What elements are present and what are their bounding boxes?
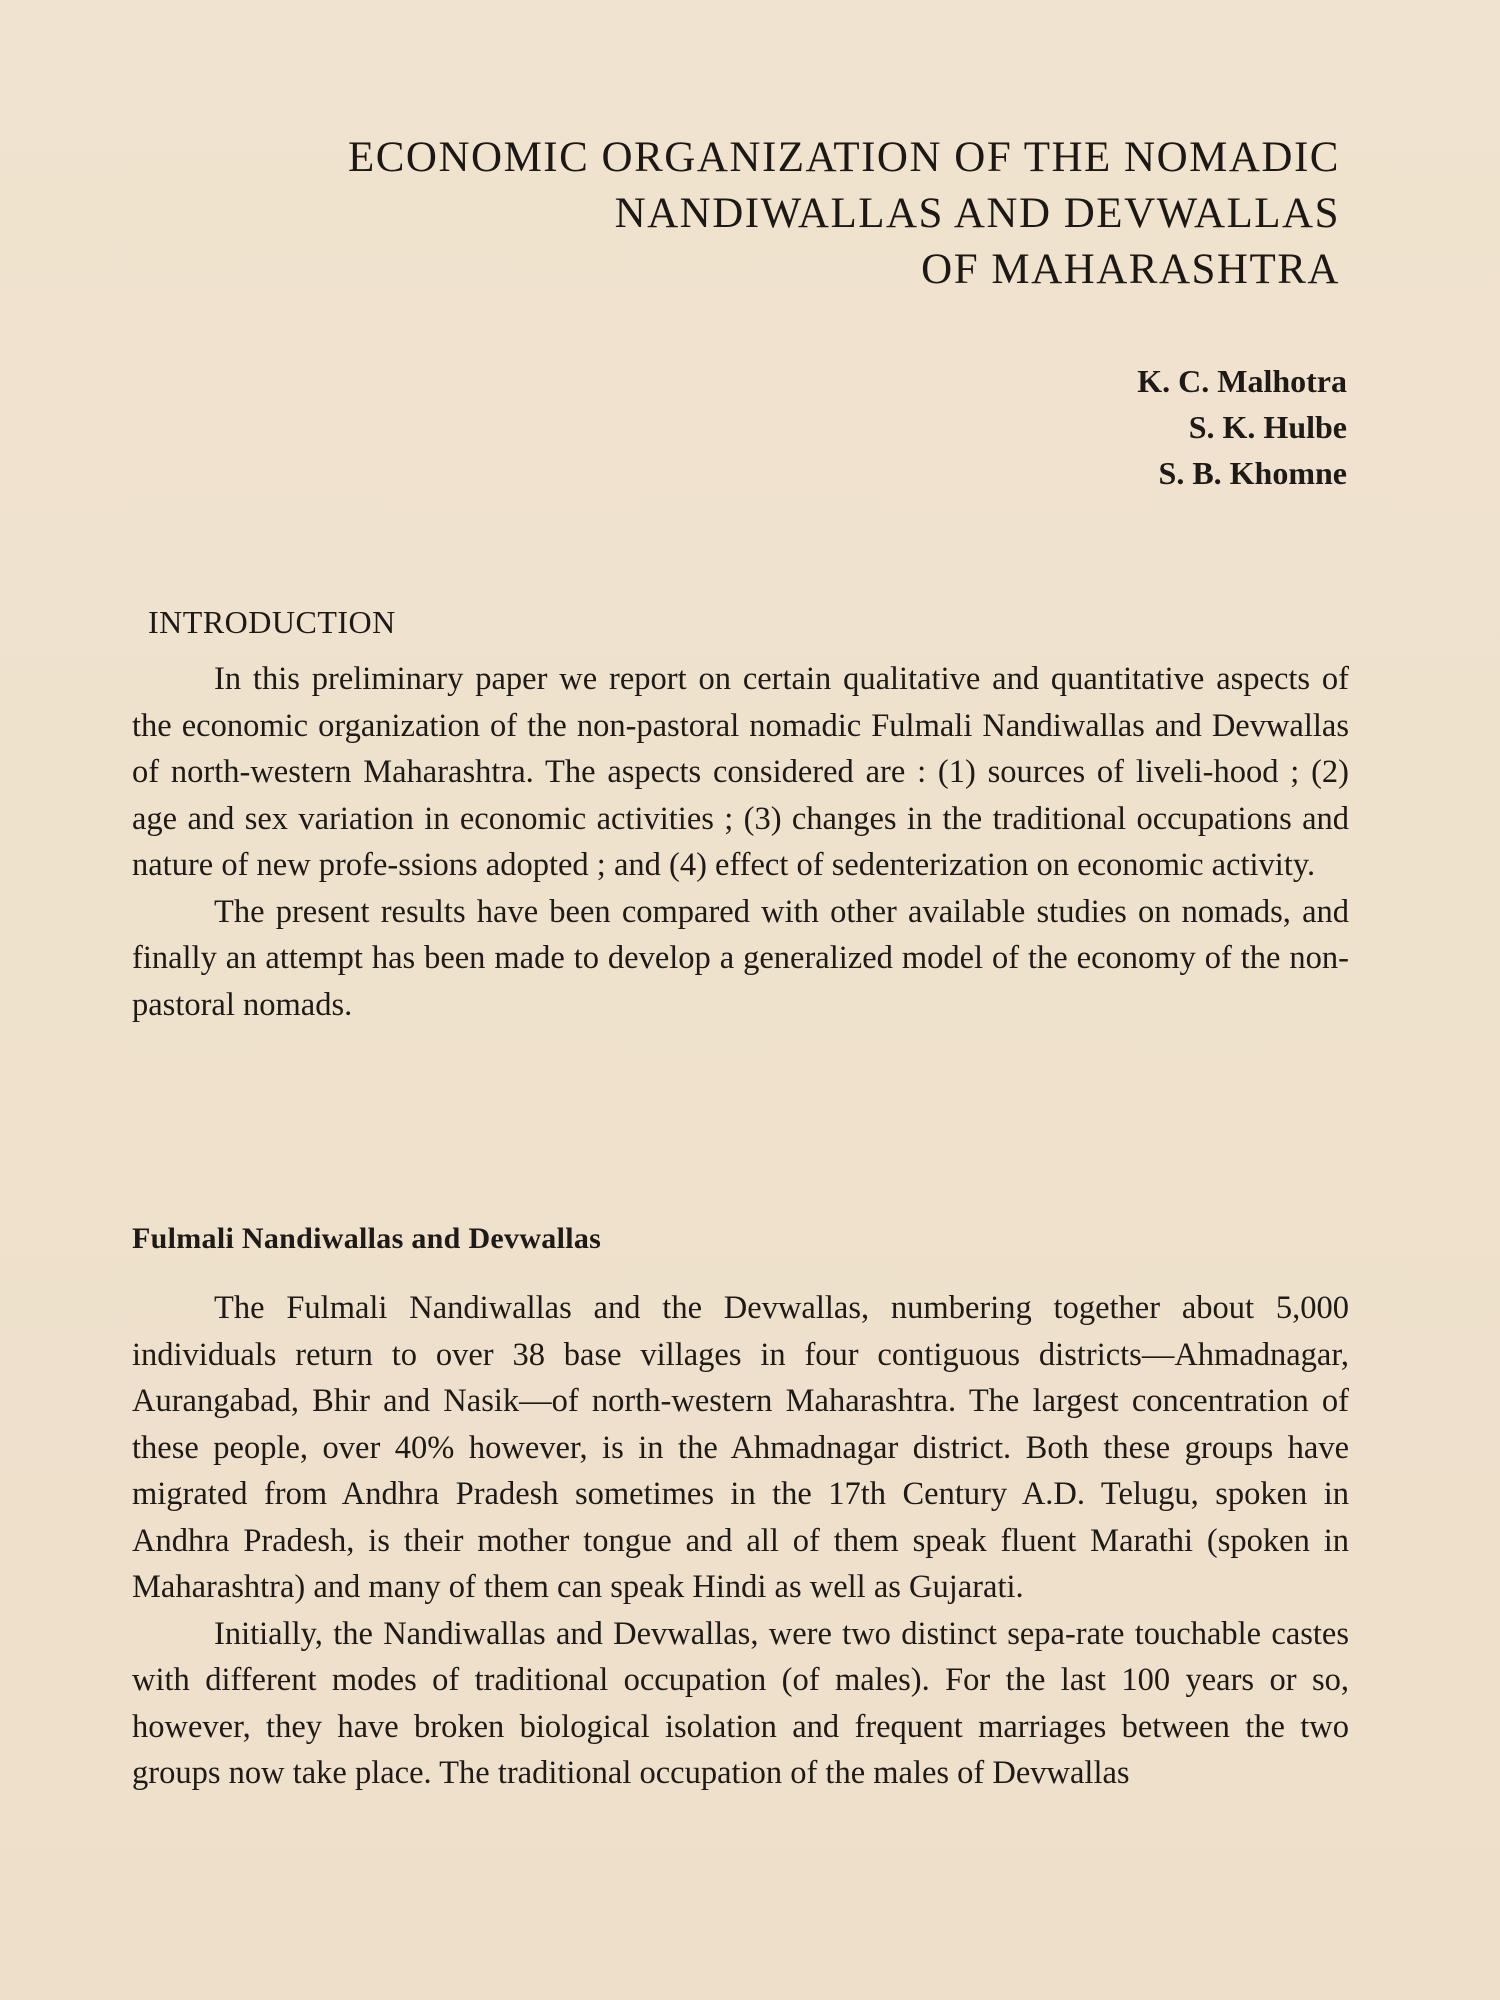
title-line: NANDIWALLAS AND DEVWALLAS xyxy=(614,190,1340,237)
paragraph: The Fulmali Nandiwallas and the Devwallas, numbering together about 5,000 individuals return to over 38 base villages in four contiguous districts—Ahmadnagar, Aurangabad, Bhir and Nasik—of north-western Maharashtra. The largest concentration of these people, over 40% however, is in the Ahmadnagar district. Both these groups have migrated from Andhra Pradesh sometimes in the 17th Century A.D. Telugu, spoken in Andhra Pradesh, is their mother tongue and all of them speak fluent Marathi (spoken in Maharashtra) and many of them can speak Hindi as well as Gujarati. xyxy=(132,1290,1349,1605)
article-title xyxy=(190,130,1340,298)
title-line: ECONOMIC ORGANIZATION OF THE NOMADIC xyxy=(347,134,1340,181)
paragraph: The present results have been compared with other available studies on nomads, and finally an attempt has been made to develop a generalized model of the economy of the non-pastoral nomads. xyxy=(132,893,1349,1023)
paragraph: Initially, the Nandiwallas and Devwallas, were two distinct sepa-rate touchable castes with different modes of traditional occupation (of males). For the last 100 years or so, however, they have broken biological isolation and frequent marriages between the two groups now take place. The traditional occupation of the males of Devwallas xyxy=(132,1615,1349,1791)
author-name: K. C. Malhotra xyxy=(1137,363,1347,399)
introduction-heading: INTRODUCTION xyxy=(148,604,396,640)
title-line: OF MAHARASHTRA xyxy=(921,246,1340,293)
introduction-body xyxy=(132,656,1349,1028)
author-name: S. K. Hulbe xyxy=(1188,409,1347,445)
author-list xyxy=(1137,358,1347,496)
author-name: S. B. Khomne xyxy=(1158,455,1347,491)
paragraph: In this preliminary paper we report on certain qualitative and quantitative aspects of the economic organization of the non-pastoral nomadic Fulmali Nandiwallas and Devwallas of north-western Maharashtra. The aspects considered are : (1) sources of liveli-hood ; (2) age and sex variation in economic activities ; (3) changes in the traditional occupations and nature of new profe-ssions adopted ; and (4) effect of sedenterization on economic activity. xyxy=(132,661,1349,883)
fulmali-section-body xyxy=(132,1285,1349,1797)
fulmali-section-heading: Fulmali Nandiwallas and Devwallas xyxy=(132,1222,602,1255)
